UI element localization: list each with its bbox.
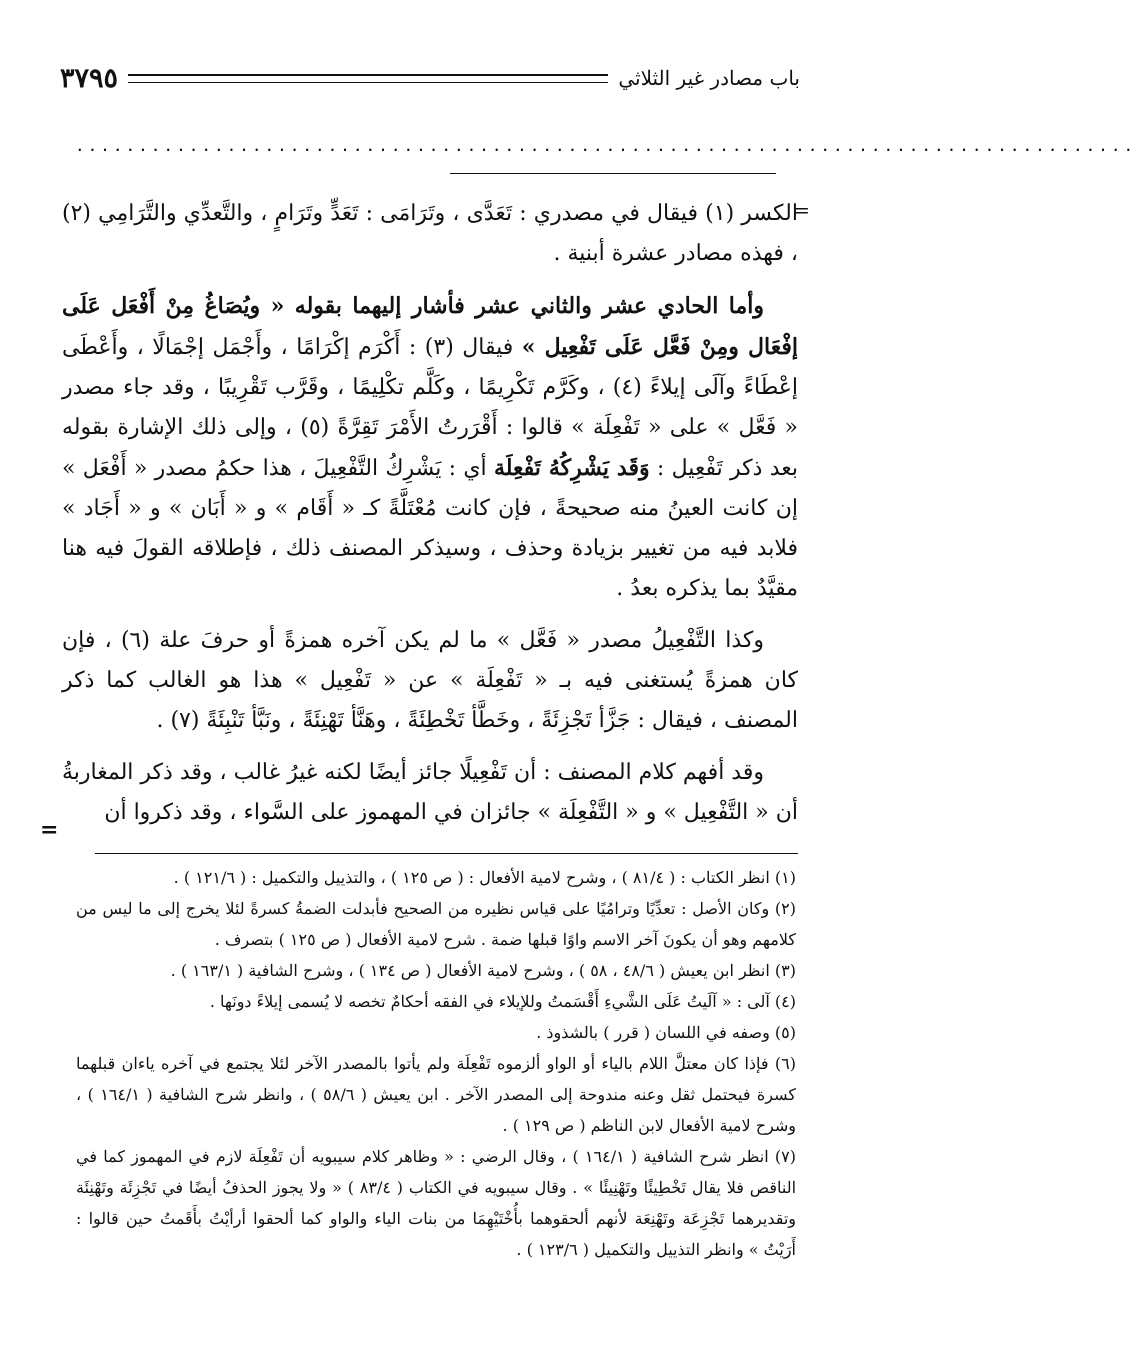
dotted-separator: ....................................................................................: [75, 136, 1136, 155]
header-rule: [128, 74, 608, 83]
quoted-verse-1: وأما الحادي عشر والثاني عشر فأشار إليهما بقوله « ويُصَاغُ مِنْ أَفْعَل عَلَى إفْعَال ومِنْ فَعَّل عَلَى تَفْعِيل »: [62, 293, 798, 360]
footnote-3: (٣) انظر ابن يعيش ( ٤٨/٦ ، ٥٨ ) ، وشرح لامية الأفعال ( ص ١٣٤ ) ، وشرح الشافية ( ١٦٣/١ ) .: [170, 961, 796, 980]
footnote-5: (٥) وصفه في اللسان ( قرر ) بالشذوذ .: [536, 1023, 796, 1042]
running-title: باب مصادر غير الثلاثي: [618, 66, 800, 90]
footnote-rule: [95, 853, 798, 854]
footnote-2: (٢) وكان الأصل : تعدِّيًا وترامُيًا على قياس نظيره من الصحيح فأبدلت الضمةُ كسرةً لئلا يخرج إلى ما ليس من كلامهم وهو أن يكونَ آخر الاسم واوًا قبلها ضمة . شرح لامية الأفعال ( ص ١٢٥ ) بتصرف .: [76, 899, 796, 949]
separator-rule: [450, 173, 776, 174]
paragraph-2: [62, 286, 798, 609]
footnote-7: (٧) انظر شرح الشافية ( ١٦٤/١ ) ، وقال الرضي : « وظاهر كلام سيبويه أن تَفْعِلَة لازم في المهموز كما في الناقص فلا يقال تَخْطِيئًا وتَهْنِيئًا » . وقال سيبويه في الكتاب ( ٨٣/٤ ) « ولا يجوز الحذفُ أيضًا في تَجْزِئَة وتَهْنِئَة وتقديرهما تَجْزِعَة وتَهْنِعَة لأنهم ألحقوهما بأُخْتَيْهِمَا من بنات الياء والواو كما ألحقوا أرأيْتُ بأَقَمتُ حين قالوا : أَرَيْتُ » وانظر التذييل والتكميل ( ١٢٣/٦ ) .: [76, 1147, 797, 1259]
continuation-mark-out: =: [40, 817, 59, 843]
paragraph-2-text-b: أي : يَشْرِكُ التَّفْعِيلَ ، هذا حكمُ مصدر « أَفْعَل » إن كانت العينُ منه صحيحةً ، فإن كانت مُعْتَلَّةً كـ « أَقَام » و « أَبَان » و « أَجَاد » فلابد فيه من تغيير بزيادة وحذف ، وسيذكر المصنف ذلك ، فإطلاقه القولَ فيه هنا مقيَّدٌ بما يذكره بعدُ .: [62, 456, 798, 601]
continuation-mark-in: =: [793, 198, 810, 222]
paragraph-4: وقد أفهم كلام المصنف : أن تَفْعِيلًا جائز أيضًا لكنه غيرُ غالب ، وقد ذكر المغاربةُ أن « التَّفْعِيل » و « التَّفْعِلَة » جائزان في المهموز على السَّواء ، وقد ذكروا أن: [62, 760, 798, 825]
paragraph-1: الكسر (١) فيقال في مصدري : تَعَدَّى ، وتَرَامَى : تَعَدٍّ وتَرَامٍ ، والتَّعدِّي والتَّرَامِي (٢) ، فهذه مصادر عشرة أبنية .: [62, 201, 798, 266]
main-text: [62, 194, 798, 845]
quoted-verse-2: وَقَد يَشْرِكُهُ تَفْعِلَة: [493, 455, 650, 481]
footnotes: [76, 862, 796, 1265]
page-number: ٣٧٩٥: [60, 62, 119, 94]
footnote-1: (١) انظر الكتاب : ( ٨١/٤ ) ، وشرح لامية الأفعال : ( ص ١٢٥ ) ، والتذييل والتكميل : ( ١٢١/٦ ) .: [173, 868, 796, 887]
page-header: [60, 58, 800, 98]
footnote-4: (٤) آلى : « آلَيتُ عَلَى الشَّيءِ أَقْسَمتُ وللإيلاء في الفقه أحكامٌ تخصه لا يُسمى إيلاءً دونَها .: [209, 992, 796, 1011]
paragraph-2-text-a: فيقال (٣) : أَكْرَم إكْرَامًا ، وأَجْمَل إجْمَالًا ، وأَعْطَى إعْطَاءً وآلَى إيلاءً (٤) ، وكَرَّم تَكْرِيمًا ، وكَلَّم تكْلِيمًا ، وقَرَّب تَقْرِيبًا ، وقد جاء مصدر « فَعَّل » على « تَفْعِلَة » قالوا : أَقْرَرتُ الأَمْرَ تَقِرَّةً (٥) ، وإلى ذلك الإشارة بقوله بعد ذكر تَفْعِيل :: [62, 335, 799, 481]
paragraph-3: وكذا التَّفْعِيلُ مصدر « فَعَّل » ما لم يكن آخره همزةً أو حرفَ علة (٦) ، فإن كان همزةً يُستغنى فيه بـ « تَفْعِلَة » عن « تَفْعِيل » هذا هو الغالب كما ذكر المصنف ، فيقال : جَزَّأ تَجْزِئَةً ، وخَطَّأ تَخْطِئَةً ، وهَنَّأ تَهْنِئَةً ، ونَبَّأ تَنْبِئَةً (٧) .: [62, 628, 798, 733]
footnote-6: (٦) فإذا كان معتلَّ اللام بالياء أو الواو ألزموه تَفْعِلَة ولم يأتوا بالمصدر الآخر لئلا يجتمع في آخره ياءان قبلهما كسرة فيحتمل ثقل وعنه مندوحة إلى المصدر الآخر . ابن يعيش ( ٥٨/٦ ) ، وانظر شرح الشافية ( ١٦٤/١ ) ، وشرح لامية الأفعال لابن الناظم ( ص ١٢٩ ) .: [76, 1054, 797, 1135]
